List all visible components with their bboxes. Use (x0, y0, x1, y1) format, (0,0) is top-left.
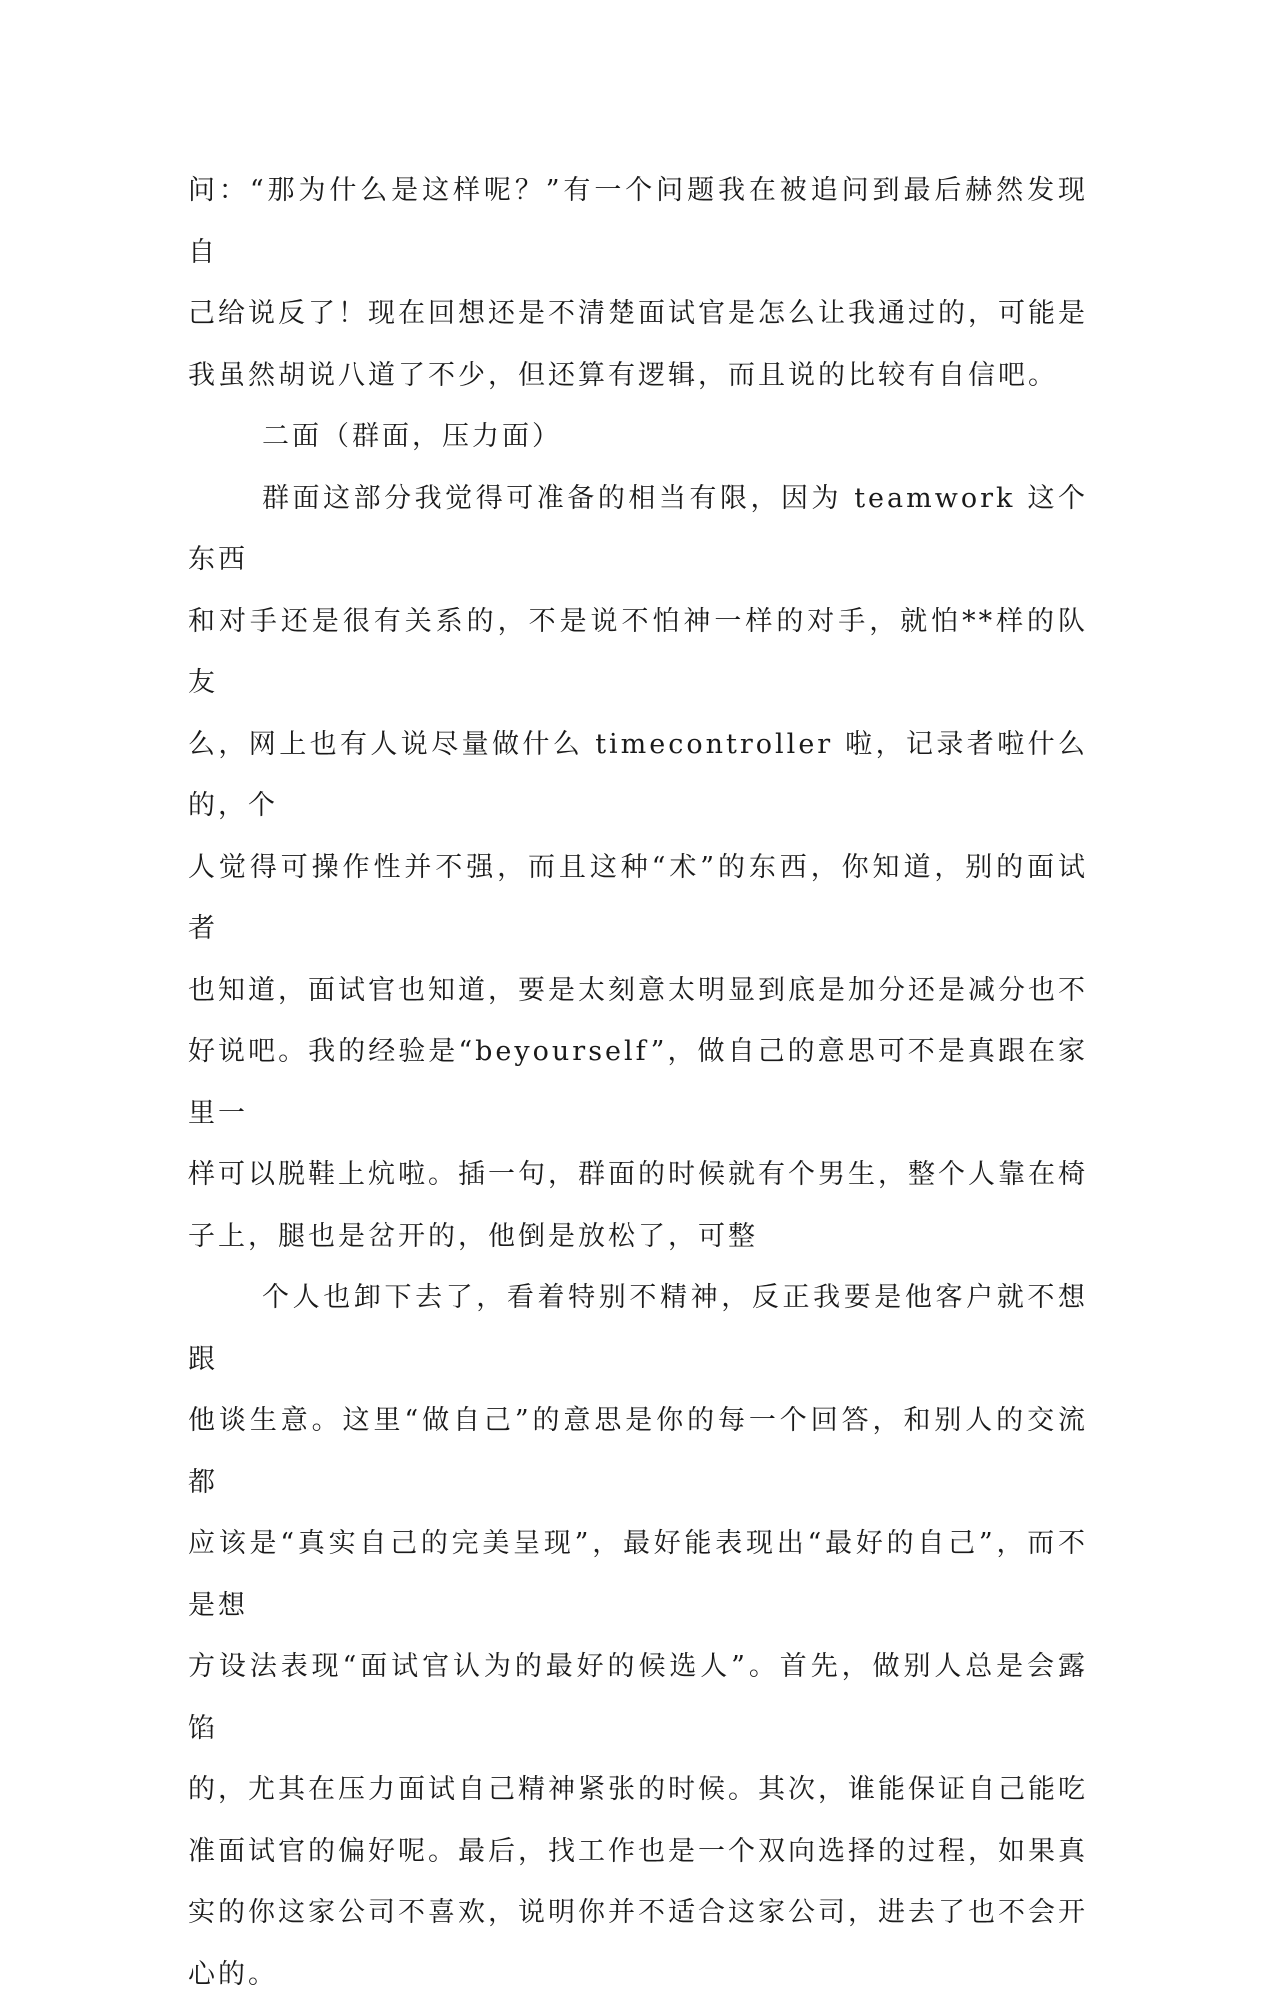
text-line: 个人也卸下去了，看着特别不精神，反正我要是他客户就不想跟 (188, 1267, 1088, 1390)
text-line: 方设法表现“面试官认为的最好的候选人”。首先，做别人总是会露馅 (188, 1636, 1088, 1759)
paragraph-1 (188, 160, 1088, 406)
section-heading (188, 406, 1088, 468)
text-line: 和对手还是很有关系的，不是说不怕神一样的对手，就怕**样的队友 (188, 591, 1088, 714)
text-line: 己给说反了！现在回想还是不清楚面试官是怎么让我通过的，可能是 (188, 283, 1088, 345)
text-line: 样可以脱鞋上炕啦。插一句，群面的时候就有个男生，整个人靠在椅 (188, 1144, 1088, 1206)
text-line: 也知道，面试官也知道，要是太刻意太明显到底是加分还是减分也不 (188, 960, 1088, 1022)
text-line: 好说吧。我的经验是“beyourself”，做自己的意思可不是真跟在家里一 (188, 1021, 1088, 1144)
paragraph-3 (188, 468, 1088, 1268)
text-line: 心的。 (188, 1944, 1088, 2005)
text-line: 人觉得可操作性并不强，而且这种“术”的东西，你知道，别的面试者 (188, 837, 1088, 960)
text-line: 子上，腿也是岔开的，他倒是放松了，可整 (188, 1206, 1088, 1268)
document-body (188, 160, 1088, 2005)
paragraph-4 (188, 1267, 1088, 2005)
text-line: 的，尤其在压力面试自己精神紧张的时候。其次，谁能保证自己能吃 (188, 1759, 1088, 1821)
text-line: 准面试官的偏好呢。最后，找工作也是一个双向选择的过程，如果真 (188, 1821, 1088, 1883)
text-line: 应该是“真实自己的完美呈现”，最好能表现出“最好的自己”，而不是想 (188, 1513, 1088, 1636)
text-line: 我虽然胡说八道了不少，但还算有逻辑，而且说的比较有自信吧。 (188, 345, 1088, 407)
text-line: 二面（群面，压力面） (188, 406, 1088, 468)
text-line: 他谈生意。这里“做自己”的意思是你的每一个回答，和别人的交流都 (188, 1390, 1088, 1513)
text-line: 问：“那为什么是这样呢？”有一个问题我在被追问到最后赫然发现自 (188, 160, 1088, 283)
text-line: 群面这部分我觉得可准备的相当有限，因为 teamwork 这个东西 (188, 468, 1088, 591)
text-line: 实的你这家公司不喜欢，说明你并不适合这家公司，进去了也不会开 (188, 1882, 1088, 1944)
text-line: 么，网上也有人说尽量做什么 timecontroller 啦，记录者啦什么的，个 (188, 714, 1088, 837)
